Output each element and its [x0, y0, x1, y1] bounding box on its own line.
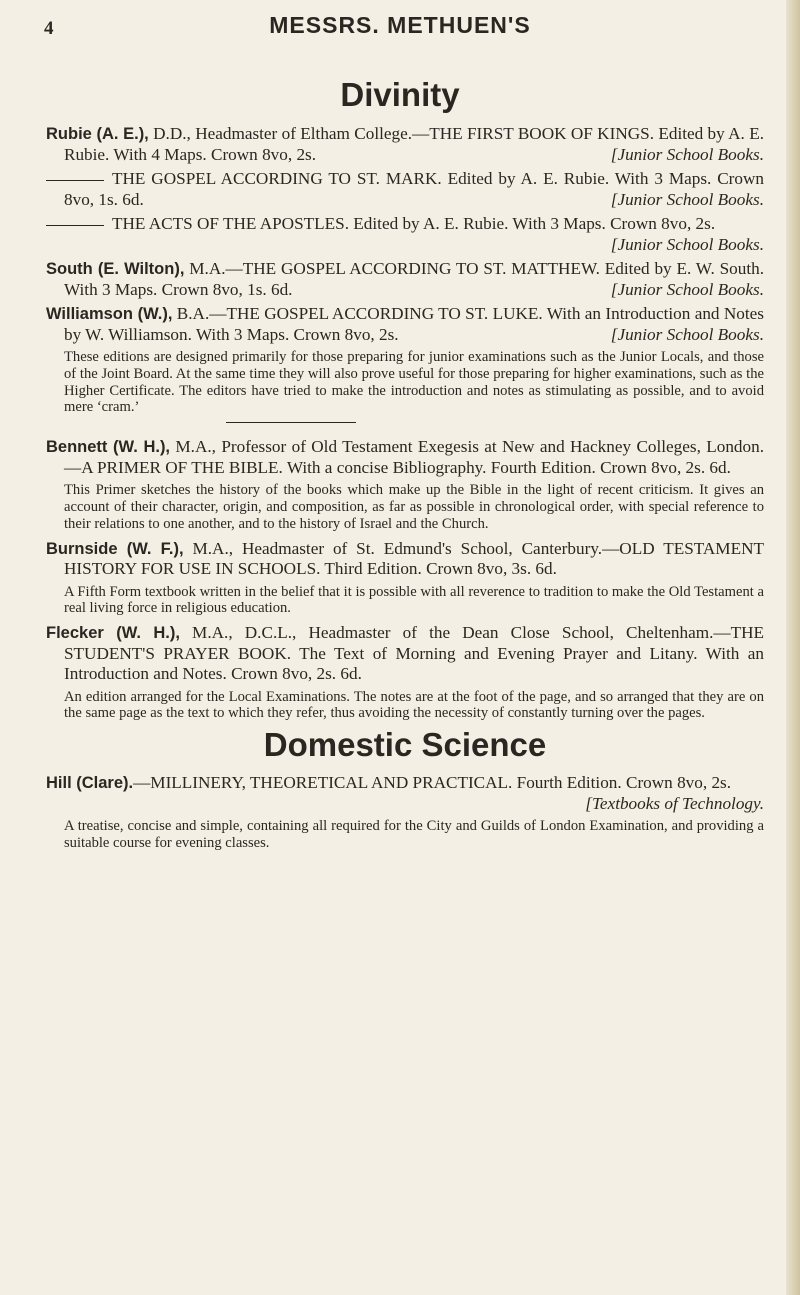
entry-series: [Junior School Books. — [610, 324, 764, 344]
entry-hill-millinery — [46, 773, 764, 814]
entry-rubie-kings — [46, 124, 764, 165]
entry-text: M.A., D.C.L., Headmaster of the Dean Close School, Cheltenham.—THE STUDENT'S PRAYER BOOK. The Text of Morning and Evening Prayer and Litany. With an Introduction and Notes. Crown 8vo, 2s. 6d. — [64, 623, 764, 684]
entry-note: These editions are designed primarily for those preparing for junior examinations such as the Junior Locals, and those of the Joint Board. At the same time they will also prove useful for those preparing for higher examinations, such as the Higher Certificate. The editors have tried to make the introduction and notes as stimulating as possible, and to avoid mere ‘cram.’ — [64, 349, 764, 416]
catalogue-content — [46, 124, 764, 858]
entry-text: THE ACTS OF THE APOSTLES. Edited by A. E. Rubie. With 3 Maps. Crown 8vo, 2s. — [112, 214, 716, 233]
entry-note: A treatise, concise and simple, containing all required for the City and Guilds of London Examination, and providing a suitable course for evening classes. — [64, 818, 764, 852]
entry-south-matthew — [46, 259, 764, 300]
entry-flecker-prayer-book — [46, 623, 764, 685]
entry-text: D.D., Headmaster of Eltham College.—THE FIRST BOOK OF KINGS. Edited by A. E. Rubie. With 4 Maps. Crown 8vo, 2s. — [64, 124, 764, 164]
entry-bennett-primer — [46, 437, 764, 478]
entry-author: South (E. Wilton), — [46, 260, 185, 278]
running-head: MESSRS. METHUEN'S — [269, 12, 531, 38]
entry-note: An edition arranged for the Local Examinations. The notes are at the foot of the page, and so arranged that they are on the same page as the text to which they refer, thus avoiding the necessity of constantly turning over the pages. — [64, 688, 764, 722]
entry-text: M.A., Professor of Old Testament Exegesis at New and Hackney Colleges, London.—A PRIMER OF THE BIBLE. With a concise Bibliography. Fourth Edition. Crown 8vo, 2s. 6d. — [64, 437, 765, 477]
entry-author: Bennett (W. H.), — [46, 438, 171, 457]
section-title-divinity: Divinity — [340, 76, 460, 113]
entry-author: Williamson (W.), — [46, 305, 173, 323]
entry-rubie-mark — [46, 169, 764, 210]
entry-series: [Junior School Books. — [610, 234, 764, 254]
entry-series: [Junior School Books. — [610, 279, 764, 299]
entry-text: M.A.—THE GOSPEL ACCORDING TO ST. MATTHEW. Edited by E. W. South. With 3 Maps. Crown 8vo, 1s. 6d. — [64, 259, 765, 299]
entry-text: B.A.—THE GOSPEL ACCORDING TO ST. LUKE. With an Introduction and Notes by W. Williamson. With 3 Maps. Crown 8vo, 2s. — [64, 304, 764, 344]
ditto-dash — [46, 180, 104, 181]
entry-burnside-ot-history — [46, 539, 764, 580]
entry-note: This Primer sketches the history of the books which make up the Bible in the light of recent criticism. It gives an account of their character, origin, and composition, as far as possible in chronological order, with special reference to their relations to one another, and to the history of Israel and the Church. — [64, 482, 764, 532]
entry-author: Burnside (W. F.), — [46, 539, 184, 558]
section-title-domestic-science: Domestic Science — [263, 726, 547, 764]
entry-author: Rubie (A. E.), — [46, 125, 149, 143]
entry-text: —MILLINERY, THEORETICAL AND PRACTICAL. Fourth Edition. Crown 8vo, 2s. — [133, 773, 732, 793]
entry-series: [Junior School Books. — [610, 189, 764, 209]
entry-series: [Textbooks of Technology. — [585, 793, 764, 813]
entry-author: Hill (Clare). — [46, 774, 134, 793]
ditto-dash — [46, 225, 104, 226]
entry-note: A Fifth Form textbook written in the belief that it is possible with all reverence to tradition to make the Old Testament a real living force in religious education. — [64, 583, 764, 617]
page-number: 4 — [44, 18, 54, 39]
entry-williamson-luke — [46, 304, 764, 345]
entry-series: [Junior School Books. — [610, 144, 764, 164]
entry-author: Flecker (W. H.), — [46, 624, 180, 643]
entry-text: M.A., Headmaster of St. Edmund's School, Canterbury.—OLD TESTAMENT HISTORY FOR USE IN SCHOOLS. Third Edition. Crown 8vo, 3s. 6d. — [64, 538, 764, 579]
entry-rubie-acts — [46, 214, 764, 255]
entry-text: THE GOSPEL ACCORDING TO ST. MARK. Edited by A. E. Rubie. With 3 Maps. Crown 8vo, 1s. 6d. — [64, 169, 764, 209]
